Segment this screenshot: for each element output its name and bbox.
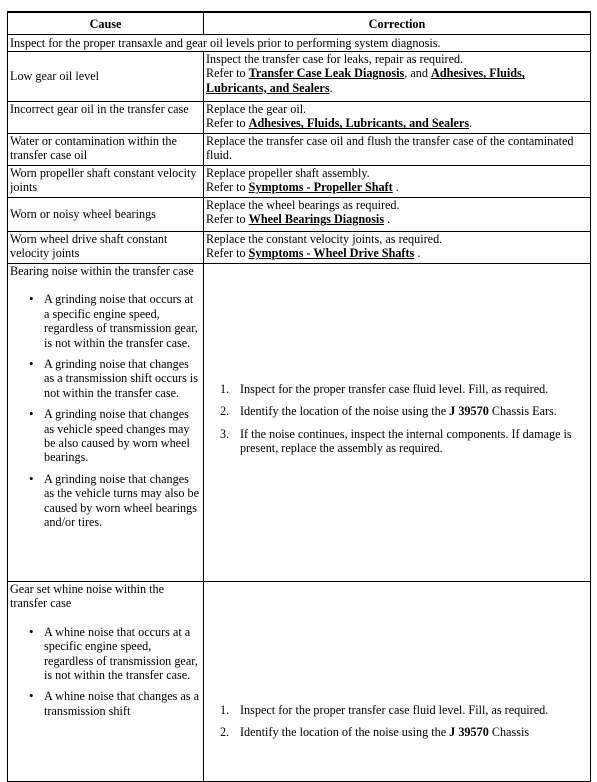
correction-line: Replace the constant velocity joints, as required. xyxy=(206,232,443,246)
list-item xyxy=(220,381,588,396)
table-row xyxy=(8,52,591,102)
correction-cell xyxy=(204,198,591,232)
refer-text: . xyxy=(469,116,473,131)
cause-cell: Worn wheel drive shaft constant velocity joints xyxy=(8,232,204,264)
step-number: 3. xyxy=(220,426,230,441)
refer-text: Refer to xyxy=(206,246,249,261)
step-text: Inspect for the proper transfer case fluid level. Fill, as required. xyxy=(240,703,549,717)
refer-text: Refer to xyxy=(206,116,249,131)
link-adhesives-fluids[interactable]: Adhesives, Fluids, Lubricants, and Sealers xyxy=(206,66,525,95)
correction-header: Correction xyxy=(204,12,591,35)
refer-text: , and xyxy=(404,66,432,81)
list-item: • A grinding noise that occurs at a specific engine speed, regardless of transmission gear, is not within the transfer case. xyxy=(44,292,201,350)
correction-cell xyxy=(204,102,591,134)
header-row xyxy=(8,12,591,35)
cause-heading: Bearing noise within the transfer case xyxy=(10,264,194,278)
steps-list xyxy=(206,703,588,740)
list-item: • A whine noise that occurs at a specific engine speed, regardless of transmission gear, is not within the transfer case. xyxy=(44,625,201,683)
correction-line: Replace propeller shaft assembly. xyxy=(206,166,370,180)
cause-cell: Worn propeller shaft constant velocity joints xyxy=(8,166,204,198)
refer-text: . xyxy=(329,80,333,95)
table-row xyxy=(8,264,591,582)
correction-cell: Replace the transfer case oil and flush the transfer case of the contaminated fluid. xyxy=(204,134,591,166)
step-text: Inspect for the proper transfer case fluid level. Fill, as required. xyxy=(240,381,549,396)
list-item: • A grinding noise that changes as a transmission shift occurs is not within the transfer case. xyxy=(44,357,201,400)
list-item xyxy=(220,725,588,740)
intro-text: Inspect for the proper transaxle and gear oil levels prior to performing system diagnosis. xyxy=(8,35,591,52)
step-number: 2. xyxy=(220,404,230,419)
refer-text: Refer to xyxy=(206,212,249,227)
cause-header: Cause xyxy=(8,12,204,35)
refer-text: Refer to xyxy=(206,66,249,81)
link-symptoms-propeller-shaft[interactable]: Symptoms - Propeller Shaft xyxy=(248,180,393,195)
table-row xyxy=(8,198,591,232)
table-row xyxy=(8,232,591,264)
link-transfer-case-leak-diagnosis[interactable]: Transfer Case Leak Diagnosis xyxy=(248,66,405,81)
correction-cell xyxy=(204,52,591,102)
table-row xyxy=(8,134,591,166)
steps-list xyxy=(206,382,588,456)
tool-number: J 39570 xyxy=(449,404,489,419)
link-adhesives-fluids[interactable]: Adhesives, Fluids, Lubricants, and Sealers xyxy=(248,116,470,131)
cause-bullet-list xyxy=(10,292,201,529)
list-item: • A whine noise that changes as a transmission shift xyxy=(44,689,201,718)
diagnostic-table xyxy=(7,11,591,782)
list-item xyxy=(220,426,588,456)
step-number: 2. xyxy=(220,725,230,740)
cause-cell: Water or contamination within the transfer case oil xyxy=(8,134,204,166)
list-item xyxy=(220,404,588,419)
refer-text: Refer to xyxy=(206,180,249,195)
table-row xyxy=(8,166,591,198)
correction-line: Replace the wheel bearings as required. xyxy=(206,198,400,212)
list-item: • A grinding noise that changes as the vehicle turns may also be caused by worn wheel bearings and/or tires. xyxy=(44,472,201,530)
cause-cell xyxy=(8,264,204,582)
correction-cell xyxy=(204,166,591,198)
table-row xyxy=(8,102,591,134)
table-row xyxy=(8,582,591,782)
step-text: Chassis xyxy=(488,725,530,740)
step-text: Identify the location of the noise using the xyxy=(240,725,450,740)
link-wheel-bearings-diagnosis[interactable]: Wheel Bearings Diagnosis xyxy=(248,212,385,227)
correction-cell xyxy=(204,582,591,782)
cause-cell: Incorrect gear oil in the transfer case xyxy=(8,102,204,134)
refer-text: . xyxy=(392,180,399,195)
cause-cell: Low gear oil level xyxy=(8,52,204,102)
refer-text: . xyxy=(414,246,421,261)
tool-number: J 39570 xyxy=(449,725,489,740)
link-symptoms-wheel-drive-shafts[interactable]: Symptoms - Wheel Drive Shafts xyxy=(248,246,415,261)
refer-text: . xyxy=(384,212,391,227)
correction-cell xyxy=(204,232,591,264)
step-number: 1. xyxy=(220,381,230,396)
cause-bullet-list xyxy=(10,625,201,718)
cause-cell xyxy=(8,582,204,782)
cause-cell: Worn or noisy wheel bearings xyxy=(8,198,204,232)
correction-line: Replace the gear oil. xyxy=(206,102,307,116)
cause-heading: Gear set whine noise within the transfer case xyxy=(10,582,164,611)
step-text: If the noise continues, inspect the internal components. If damage is present, replace the assembly as required. xyxy=(240,426,572,455)
step-number: 1. xyxy=(220,703,230,717)
list-item: • A grinding noise that changes as vehicle speed changes may be also caused by worn wheel bearings. xyxy=(44,407,201,465)
correction-line: Inspect the transfer case for leaks, repair as required. xyxy=(206,52,464,66)
step-text: Identify the location of the noise using the xyxy=(240,404,450,419)
step-text: Chassis Ears. xyxy=(488,404,557,419)
intro-row xyxy=(8,35,591,52)
list-item xyxy=(220,703,588,717)
correction-cell xyxy=(204,264,591,582)
